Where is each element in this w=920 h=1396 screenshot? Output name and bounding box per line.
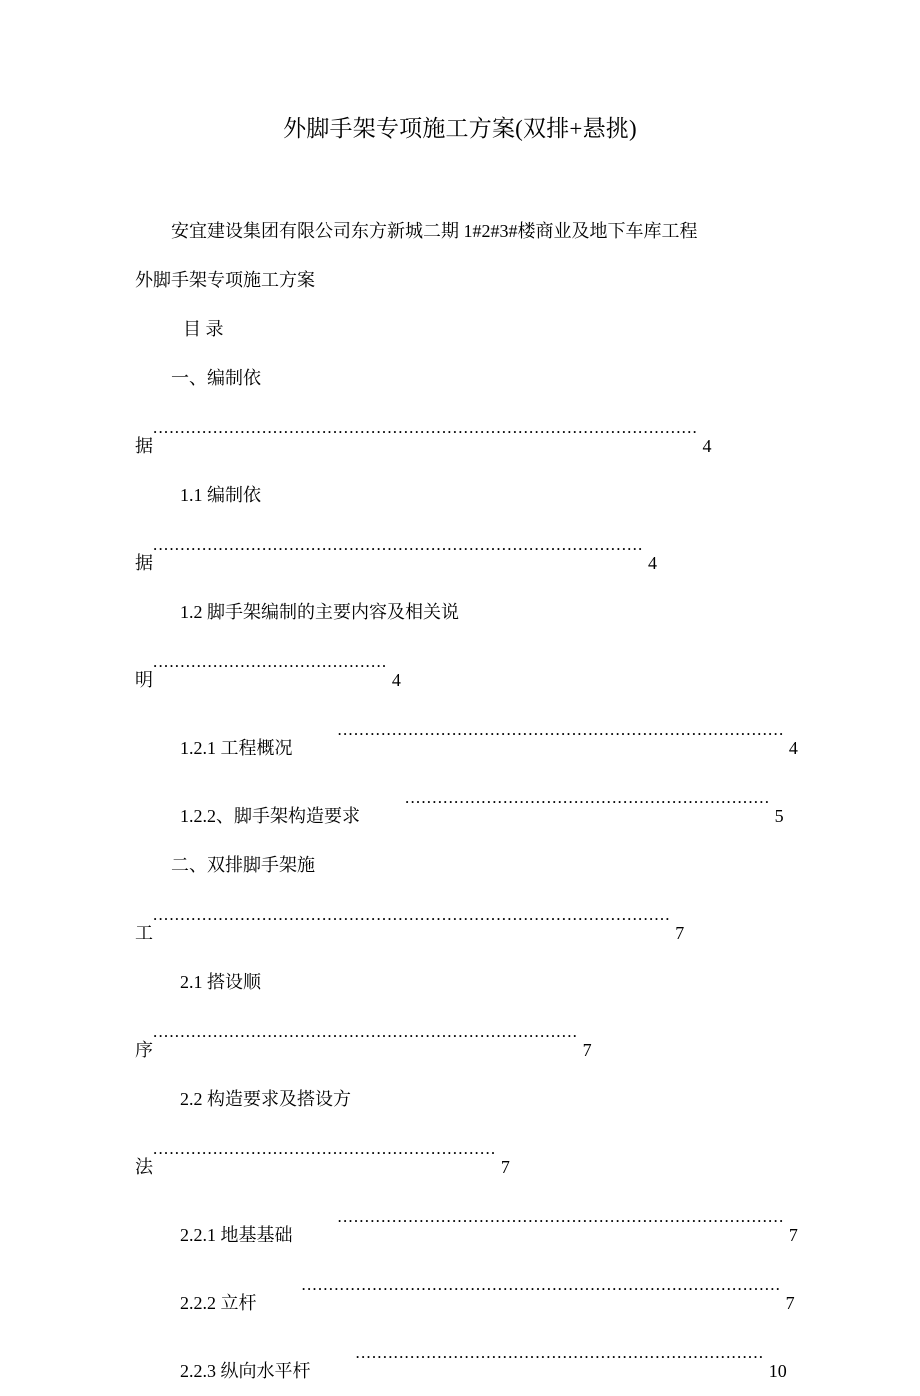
toc-leader-dots: .................................................................................. bbox=[337, 720, 785, 739]
toc-heading: 目 录 bbox=[183, 319, 224, 339]
toc-leader-dots: ........................................... bbox=[153, 652, 388, 671]
toc-leader-dots: .......................................................................................... bbox=[153, 535, 644, 554]
toc-entry-continuation: 2.2.3 纵向水平杆 bbox=[180, 1361, 311, 1381]
toc-entry-label: 1.2 脚手架编制的主要内容及相关说 bbox=[180, 602, 459, 622]
document-body bbox=[135, 207, 798, 1396]
toc-entry-row[interactable] bbox=[135, 705, 798, 773]
toc-entry-row[interactable] bbox=[135, 1007, 795, 1075]
toc-page-number: 7 bbox=[496, 1157, 510, 1177]
toc-entry-title[interactable] bbox=[135, 958, 795, 1007]
toc-entry-label: 2.1 搭设顺 bbox=[180, 972, 261, 992]
toc-entry-continuation: 序 bbox=[135, 1040, 153, 1060]
toc-entry-continuation: 明 bbox=[135, 670, 153, 690]
document-subtitle-line: 外脚手架专项施工方案 bbox=[135, 270, 315, 290]
toc-page-number: 4 bbox=[387, 670, 401, 690]
toc-entry-row[interactable] bbox=[135, 1260, 795, 1328]
toc-entry-row[interactable] bbox=[135, 637, 795, 705]
toc-entry-row[interactable] bbox=[135, 773, 795, 841]
table-of-contents bbox=[135, 354, 798, 1396]
toc-entry-continuation: 据 bbox=[135, 553, 153, 573]
toc-page-number: 7 bbox=[781, 1293, 795, 1313]
toc-entry-row[interactable] bbox=[135, 1192, 798, 1260]
toc-entry-continuation: 1.2.1 工程概况 bbox=[180, 738, 293, 758]
toc-entry-row[interactable] bbox=[135, 403, 795, 471]
toc-entry-continuation: 1.2.2、脚手架构造要求 bbox=[180, 806, 360, 826]
toc-entry-title[interactable] bbox=[135, 588, 795, 637]
toc-entry-label: 2.2 构造要求及搭设方 bbox=[180, 1089, 351, 1109]
toc-entry-continuation: 法 bbox=[135, 1157, 153, 1177]
toc-page-number: 7 bbox=[784, 1225, 798, 1245]
toc-entry-label: 二、双排脚手架施 bbox=[171, 855, 315, 875]
toc-entry-label: 1.1 编制依 bbox=[180, 485, 261, 505]
toc-page-number: 5 bbox=[770, 806, 784, 826]
toc-entry-title[interactable] bbox=[135, 471, 795, 520]
toc-entry-row[interactable] bbox=[135, 520, 795, 588]
toc-page-number: 7 bbox=[578, 1040, 592, 1060]
toc-entry-row[interactable] bbox=[135, 890, 795, 958]
project-name-line: 安宜建设集团有限公司东方新城二期 1#2#3#楼商业及地下车库工程 bbox=[171, 221, 698, 241]
toc-entry-title[interactable] bbox=[135, 841, 795, 890]
toc-entry-title[interactable] bbox=[135, 354, 795, 403]
toc-leader-dots: .................................................................................. bbox=[337, 1207, 785, 1226]
toc-page-number: 7 bbox=[670, 923, 685, 943]
toc-entry-continuation: 2.2.1 地基基础 bbox=[180, 1225, 293, 1245]
toc-page-number: 10 bbox=[764, 1361, 787, 1381]
toc-leader-dots: ............................................................................................... bbox=[153, 905, 671, 924]
toc-page-number: 4 bbox=[698, 436, 712, 456]
toc-leader-dots: ........................................................................................ bbox=[301, 1275, 782, 1294]
document-title: 外脚手架专项施工方案(双排+悬挑) bbox=[283, 116, 637, 141]
toc-leader-dots: .............................................................................. bbox=[153, 1022, 579, 1041]
toc-leader-dots: ........................................................................... bbox=[355, 1343, 765, 1362]
toc-entry-continuation: 2.2.2 立杆 bbox=[180, 1293, 257, 1313]
toc-leader-dots: ................................................................... bbox=[405, 788, 771, 807]
toc-leader-dots: .................................................................................................... bbox=[153, 418, 698, 437]
toc-entry-row[interactable] bbox=[135, 1124, 795, 1192]
toc-page-number: 4 bbox=[643, 553, 657, 573]
toc-entry-continuation: 据 bbox=[135, 436, 153, 456]
toc-entry-label: 一、编制依 bbox=[171, 368, 261, 388]
toc-entry-row[interactable] bbox=[135, 1328, 795, 1396]
toc-page-number: 4 bbox=[784, 738, 798, 758]
toc-leader-dots: ............................................................... bbox=[153, 1139, 497, 1158]
toc-entry-continuation: 工 bbox=[135, 923, 153, 943]
toc-entry-title[interactable] bbox=[135, 1075, 795, 1124]
